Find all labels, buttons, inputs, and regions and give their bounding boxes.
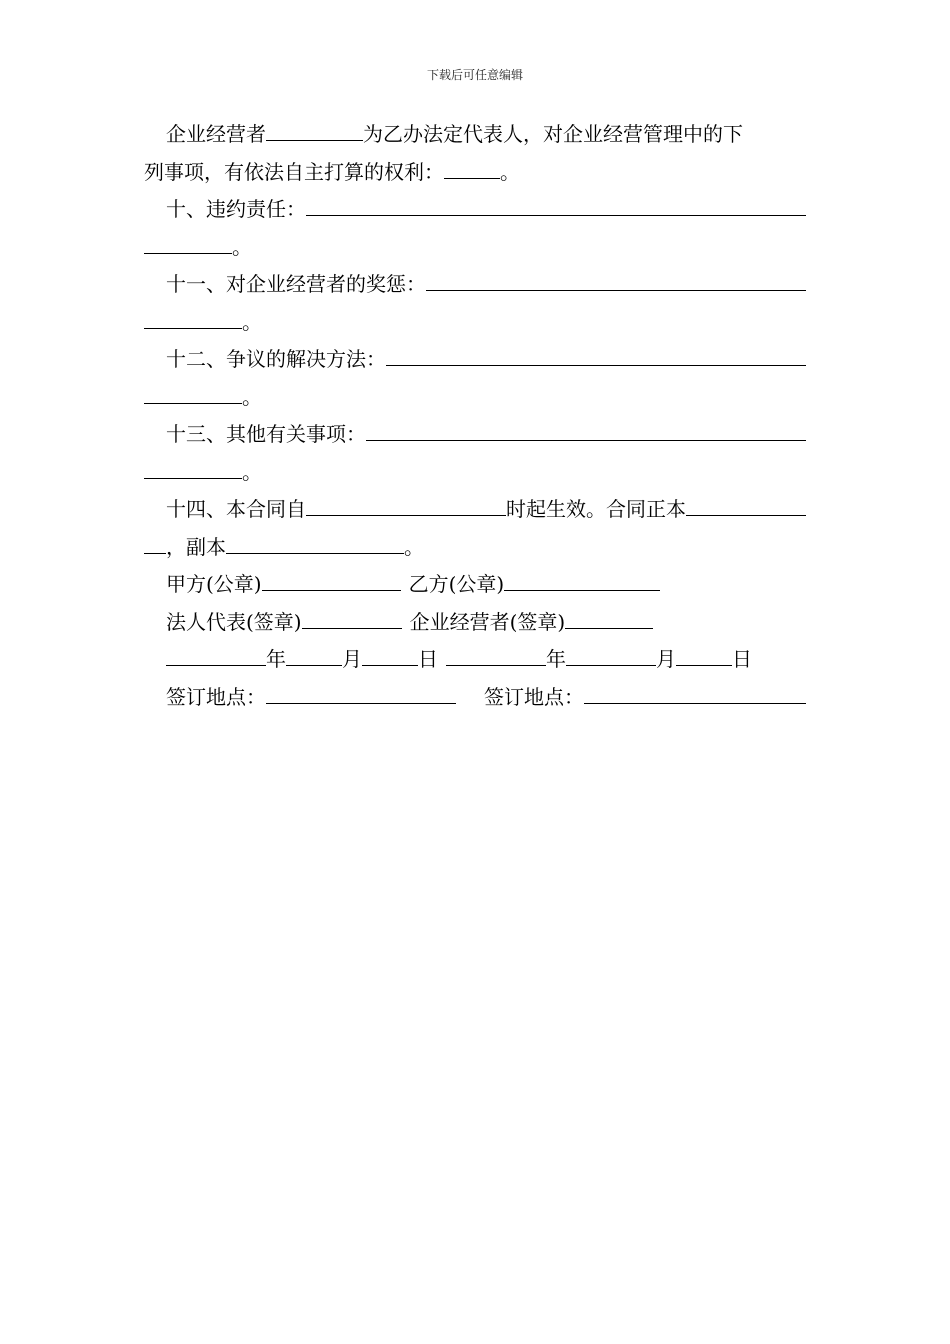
text: 。 (242, 384, 262, 409)
blank-field-party-b-seal[interactable] (504, 571, 660, 591)
clause-11-line-2 (144, 304, 806, 342)
blank-field-year-a[interactable] (166, 646, 266, 666)
text: 。 (242, 459, 262, 484)
blank-field-originals-cont[interactable] (144, 534, 166, 554)
blank-field-rights[interactable] (444, 159, 500, 179)
signing-place-line (144, 679, 806, 717)
day-label: 日 (418, 647, 438, 671)
blank-field-month-b[interactable] (566, 646, 656, 666)
blank-field-other[interactable] (366, 421, 806, 441)
blank-field-place-a[interactable] (266, 684, 456, 704)
text: 。 (500, 159, 520, 184)
clause-operator-line-2 (144, 154, 806, 192)
clause-14-line-2 (144, 529, 806, 567)
operator-sign-label: 企业经营者(签章) (409, 609, 566, 634)
signing-place-label-b: 签订地点： (484, 684, 584, 709)
blank-field-operator-sign[interactable] (565, 609, 653, 629)
year-label: 年 (546, 647, 566, 671)
blank-field-liability-cont[interactable] (144, 234, 232, 254)
blank-field-copies[interactable] (226, 534, 404, 554)
blank-field-dispute[interactable] (386, 346, 806, 366)
month-label: 月 (342, 647, 362, 671)
text: 列事项，有依法自主打算的权利： (144, 159, 444, 184)
party-b-seal-label: 乙方(公章) (408, 572, 505, 596)
blank-field-day-b[interactable] (676, 646, 732, 666)
signature-date-line (144, 641, 806, 679)
blank-field-other-cont[interactable] (144, 459, 242, 479)
blank-field-year-b[interactable] (446, 646, 546, 666)
page-header: 下载后可任意编辑 (426, 68, 523, 82)
blank-field-legal-rep[interactable] (302, 609, 402, 629)
signature-sign-line (144, 604, 806, 642)
blank-field-operator-name[interactable] (266, 121, 363, 141)
clause-10-heading: 十、违约责任： (166, 197, 306, 221)
clause-operator-line-1 (144, 116, 806, 154)
clause-13-line-1 (144, 416, 806, 454)
blank-field-effective-date[interactable] (306, 496, 506, 516)
text: 为乙办法定代表人，对企业经营管理中的下 (363, 122, 743, 146)
text: 企业经营者 (166, 122, 266, 146)
blank-field-liability[interactable] (306, 196, 806, 216)
blank-field-party-a-seal[interactable] (262, 571, 401, 591)
blank-field-rewards-cont[interactable] (144, 309, 242, 329)
blank-field-originals[interactable] (686, 496, 806, 516)
text: 。 (232, 234, 252, 259)
blank-field-month-a[interactable] (286, 646, 342, 666)
text: 。 (404, 534, 424, 559)
signing-place-label-a: 签订地点： (166, 684, 266, 709)
clause-13-heading: 十三、其他有关事项： (166, 422, 366, 446)
blank-field-rewards[interactable] (426, 271, 806, 291)
signature-seal-line (144, 566, 806, 604)
clause-12-line-1 (144, 341, 806, 379)
party-a-seal-label: 甲方(公章) (166, 572, 262, 596)
clause-14-heading: 十四、本合同自 (166, 497, 306, 521)
clause-11-heading: 十一、对企业经营者的奖惩： (166, 272, 426, 296)
clause-10-line-1 (144, 191, 806, 229)
contract-body (144, 116, 806, 716)
text: ，副本 (166, 534, 226, 559)
clause-12-line-2 (144, 379, 806, 417)
day-label: 日 (732, 647, 752, 671)
clause-13-line-2 (144, 454, 806, 492)
text: 时起生效。合同正本 (506, 497, 686, 521)
blank-field-place-b[interactable] (584, 684, 806, 704)
text: 。 (242, 309, 262, 334)
blank-field-day-a[interactable] (362, 646, 418, 666)
year-label: 年 (266, 647, 286, 671)
legal-rep-label: 法人代表(签章) (166, 609, 302, 634)
clause-10-line-2 (144, 229, 806, 267)
clause-11-line-1 (144, 266, 806, 304)
clause-12-heading: 十二、争议的解决方法： (166, 347, 386, 371)
month-label: 月 (656, 647, 676, 671)
clause-14-line-1 (144, 491, 806, 529)
blank-field-dispute-cont[interactable] (144, 384, 242, 404)
